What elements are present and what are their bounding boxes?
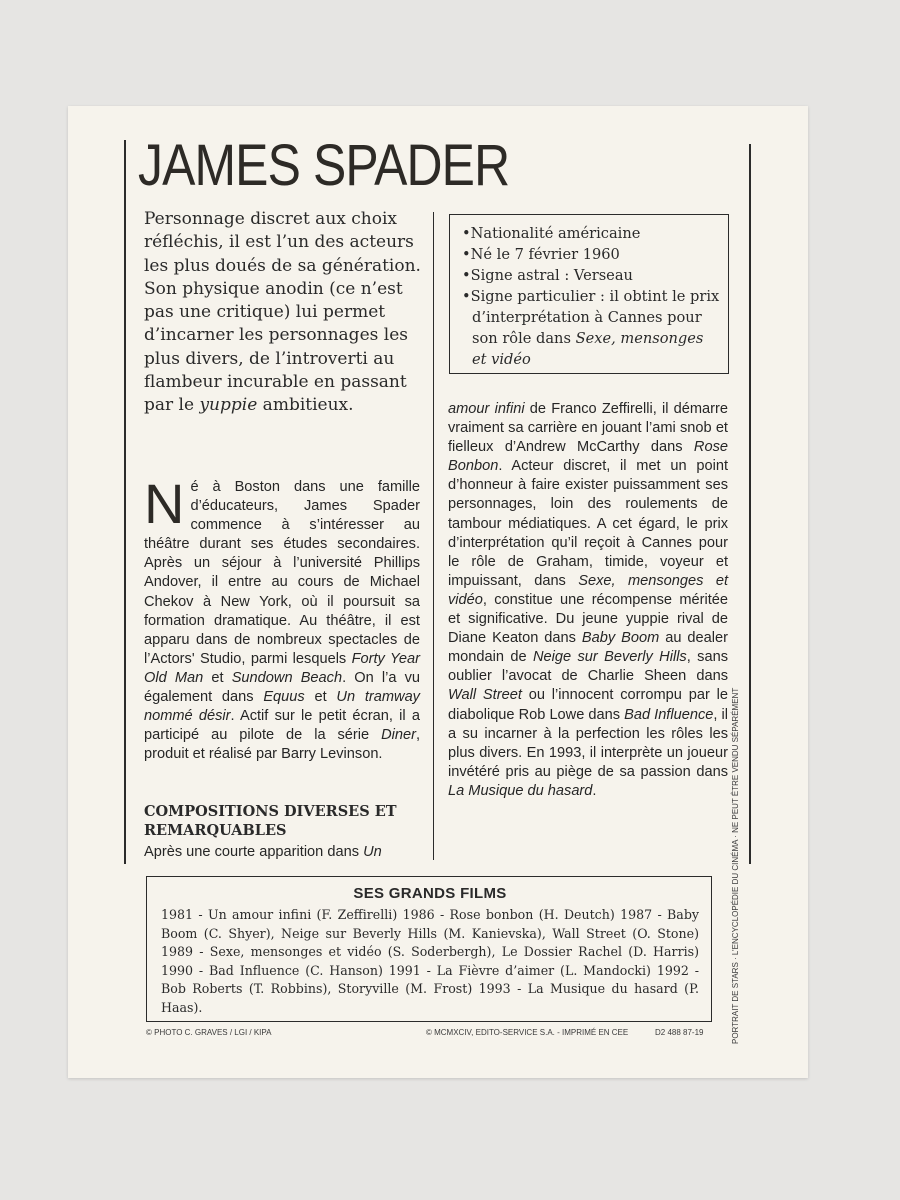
bio-text: , il a su incarner à la perfection les rôles les plus divers. En 1993, il interprète un joueur invétéré pris au piège de sa passion dans bbox=[448, 706, 728, 780]
facts-list bbox=[462, 223, 720, 370]
column-rule bbox=[433, 212, 434, 860]
intro-text: Personnage discret aux choix réfléchis, il est l’un des acteurs les plus doués de sa génération. Son physique anodin (ce n’est pas une critique) lui permet d’incarner les personnages les plus divers, de l’introverti au flambeur incurable en passant par le bbox=[144, 209, 421, 416]
right-rule bbox=[749, 144, 751, 864]
bio-italic: Bad Influence bbox=[624, 706, 714, 723]
photo-credit: © PHOTO C. GRAVES / LGI / KIPA bbox=[146, 1028, 272, 1037]
biography-tail bbox=[144, 843, 420, 862]
bio-text: , constitue une récompense méritée et significative. Du jeune yuppie rival de Diane Keaton dans bbox=[448, 591, 728, 647]
bio-italic: Baby Boom bbox=[581, 630, 660, 647]
bio-text: é à Boston dans une famille d’éducateurs, James Spader commence à s’intéresser au théâtre durant ses études secondaires. Après un séjour à l’université Phillips Andover, il entre au cours de Michael Chekov à New York, où il poursuit sa formation dramatique. Au théâtre, il est apparu dans de nombreux spectacles de l’Actors' Studio, parmi lesquels bbox=[144, 479, 420, 667]
fact-particular bbox=[462, 286, 720, 370]
intro-text-end: ambitieux. bbox=[257, 395, 354, 416]
bio-italic: Diner bbox=[381, 727, 416, 744]
bio-text: et bbox=[304, 689, 337, 706]
bio-italic: amour infini bbox=[448, 401, 525, 417]
bio-italic: Rose Bonbon bbox=[448, 439, 728, 475]
bio-italic: La Musique du hasard bbox=[448, 782, 593, 799]
copyright: © MCMXCIV, EDITO-SERVICE S.A. - IMPRIMÉ EN CEE bbox=[426, 1028, 629, 1037]
page-title: JAMES SPADER bbox=[138, 133, 510, 198]
bio-text: . bbox=[592, 782, 597, 799]
intro-paragraph bbox=[144, 208, 422, 418]
bio-italic: Wall Street bbox=[448, 687, 522, 704]
bio-text: . Actif sur le petit écran, il a participé au pilote de la série bbox=[144, 708, 420, 744]
bio-text: ou l’innocent corrompu par le diabolique Rob Lowe dans bbox=[448, 687, 728, 723]
facts-box bbox=[449, 214, 729, 374]
bio-text: et bbox=[203, 669, 232, 686]
bio-text: . On l’a vu également dans bbox=[144, 669, 421, 706]
card-code: D2 488 87-19 bbox=[655, 1028, 704, 1037]
bio-text: , sans oublier l’avocat de Charlie Sheen dans bbox=[448, 649, 728, 685]
bio-text: , produit et réalisé par Barry Levinson. bbox=[144, 727, 420, 763]
vertical-series-label: PORTRAIT DE STARS · L’ENCYCLOPÉDIE DU CINÉMA · NE PEUT ÊTRE VENDU SÉPARÉMENT bbox=[731, 687, 740, 1044]
intro-italic: yuppie bbox=[199, 395, 258, 416]
fact-sign: •Signe astral : Verseau bbox=[462, 267, 633, 284]
filmography-box bbox=[146, 876, 712, 1022]
filmography-heading: SES GRANDS FILMS bbox=[353, 885, 507, 902]
bio-italic: Forty Year Old Man bbox=[144, 650, 420, 686]
bio-tail-italic: Un bbox=[363, 844, 382, 860]
bio-italic: Sundown Beach bbox=[231, 669, 343, 686]
bio-italic: Un tramway nommé désir bbox=[144, 689, 420, 725]
bio-text: . Acteur discret, il met un point d’honneur à faire exister puissamment ses personnages, loin des roulements de tambour médiatiques. A cet égard, le prix d’interprétation qu’il reçoit à Cannes pour le rôle de Graham, timide, voyeur et impuissant, dans bbox=[448, 458, 728, 589]
section-heading: COMPOSITIONS DIVERSES ET REMARQUABLES bbox=[144, 803, 397, 839]
biography-right-column bbox=[448, 400, 728, 801]
filmography-text: 1981 - Un amour infini (F. Zeffirelli) 1986 - Rose bonbon (H. Deutch) 1987 - Baby Boom (C. Shyer), Neige sur Beverly Hills (M. Kanievska), Wall Street (O. Stone) 1989 - Sexe, mensonges et vidéo (S. Soderbergh), Le Dossier Rachel (D. Harris) 1990 - Bad Influence (C. Hanson) 1991 - La Fièvre d’aimer (L. Mandocki) 1992 - Bob Roberts (T. Robbins), Storyville (M. Frost) 1993 - La Musique du hasard (P. Haas). bbox=[161, 907, 699, 1015]
bio-italic: Neige sur Beverly Hills bbox=[532, 649, 687, 666]
biography-left-column bbox=[144, 472, 421, 764]
bio-text: au dealer mondain de bbox=[448, 630, 728, 666]
bio-italic: Sexe, mensonges et vidéo bbox=[448, 572, 728, 608]
fact-birth: •Né le 7 février 1960 bbox=[462, 246, 620, 263]
fact-particular-text: •Signe particulier : il obtint le prix d’interprétation à Cannes pour son rôle dans bbox=[462, 288, 720, 347]
biography-paragraph bbox=[144, 472, 421, 764]
drop-cap: N bbox=[144, 472, 185, 535]
left-rule bbox=[124, 140, 126, 864]
bio-italic: Equus bbox=[263, 689, 305, 706]
fact-nationality: •Nationalité américaine bbox=[462, 225, 641, 242]
biography-continued bbox=[448, 400, 728, 801]
fact-particular-film: Sexe, mensonges et vidéo bbox=[472, 330, 704, 368]
bio-tail-text: Après une courte apparition dans bbox=[144, 844, 364, 860]
bio-text: de Franco Zeffirelli, il démarre vraiment sa carrière en jouant l’ami snob et fielleux d’Andrew McCarthy dans bbox=[448, 401, 728, 456]
